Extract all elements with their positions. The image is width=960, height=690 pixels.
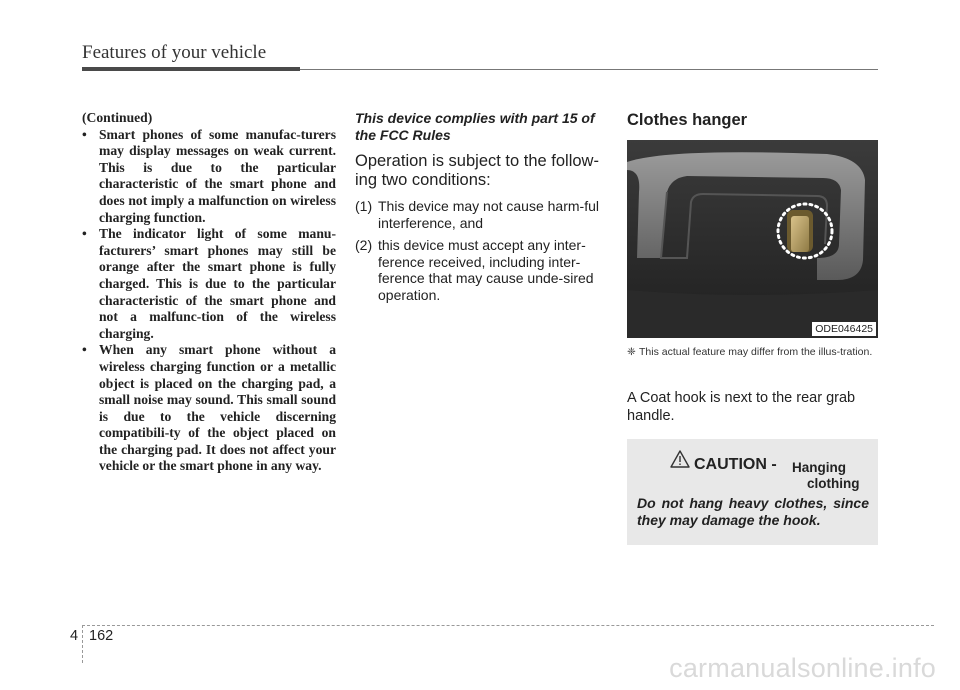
coat-hook-description: A Coat hook is next to the rear grab handle.: [627, 390, 856, 424]
bullet-item: • Smart phones of some manufac-turers may display messages on weak current. This is due to the particular characteristic of the smart phone and does not imply a malfunction on wireless charging function.: [82, 127, 336, 227]
caution-topic-line2: clothing: [807, 476, 860, 491]
bullet-list: [82, 127, 336, 475]
caution-text: Do not hang heavy clothes, since they may damage the hook.: [637, 495, 869, 528]
continued-label: (Continued): [82, 110, 153, 125]
bullet-item: • The indicator light of some manu-facturers’ smart phones may still be orange after the smart phone is fully charged. This is due to the particular characteristic of the smart phone and not a malfunc-tion of the wireless charging.: [82, 226, 336, 342]
conditions-list: [355, 198, 605, 304]
clothes-hook-illustration: [627, 140, 878, 338]
condition-text: this device must accept any inter-ference received, including inter-ference that may cause unde-sired operation.: [378, 237, 594, 303]
warning-triangle-icon: [670, 450, 690, 473]
page-number: 162: [89, 628, 114, 644]
page-header-title: Features of your vehicle: [82, 42, 267, 63]
condition-text: This device may not cause harm-ful interference, and: [378, 198, 599, 231]
header-rule: [300, 69, 878, 70]
caution-label: CAUTION -: [694, 456, 777, 473]
section-title: Clothes hanger: [627, 111, 748, 129]
caution-box: [627, 439, 878, 545]
column-fcc-compliance: [355, 110, 605, 310]
chapter-number: 4: [70, 628, 79, 644]
condition-number: (1): [355, 198, 373, 214]
header-rule-accent: [82, 67, 300, 71]
note-mark: ❈: [627, 346, 636, 358]
note-text: This actual feature may differ from the illus-tration.: [639, 346, 873, 358]
caution-topic-line1: Hanging: [792, 460, 846, 475]
clothes-hook-photo: [627, 140, 878, 338]
bullet-item: • When any smart phone without a wireless charging function or a metallic object is placed on the charging pad, a small noise may sound. This small sound is due to the vehicle discerning compatibili-ty of the object placed on the charging pad. It does not affect your vehicle or the smart phone in any way.: [82, 342, 336, 475]
fcc-lead-text: Operation is subject to the follow-ing two conditions:: [355, 152, 599, 189]
condition-number: (2): [355, 237, 373, 254]
condition-item: [355, 237, 605, 303]
caution-header: [637, 447, 869, 491]
illustration-note: [627, 346, 879, 359]
fcc-subheading: This device complies with part 15 of the FCC Rules: [355, 110, 595, 143]
footer-rule: [82, 625, 934, 626]
photo-code: ODE046425: [812, 322, 876, 336]
caution-topic: [792, 460, 872, 492]
condition-item: [355, 198, 605, 231]
column-wireless-charging-notes: [82, 110, 336, 475]
footer-divider: [82, 625, 83, 663]
column-clothes-hanger: [627, 110, 879, 130]
watermark: carmanualsonline.info: [669, 653, 936, 683]
